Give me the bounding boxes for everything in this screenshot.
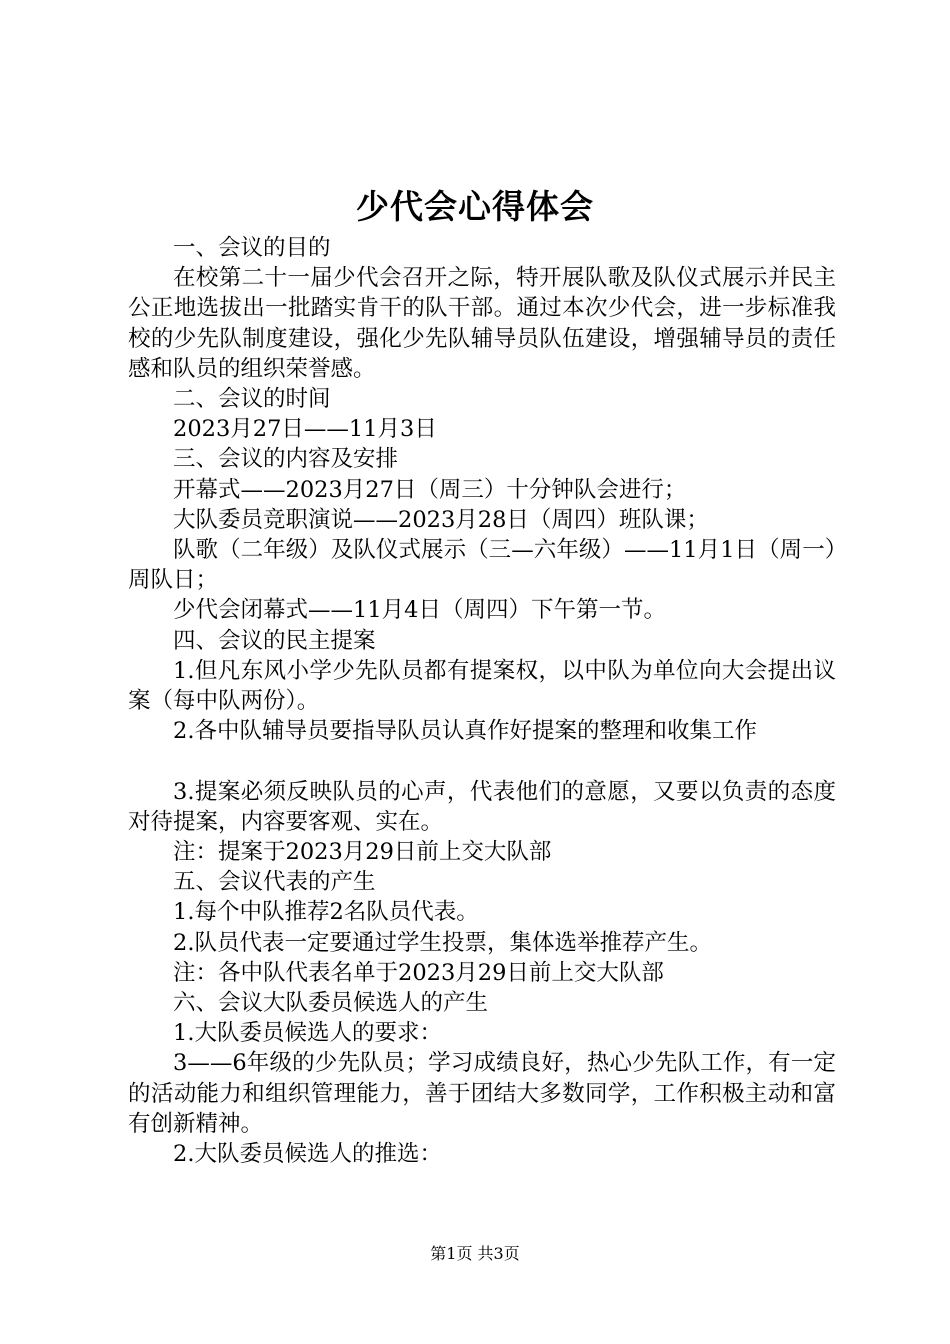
paragraph-proposal-2: 2.各中队辅导员要指导队员认真作好提案的整理和收集工作 (173, 718, 757, 745)
paragraph-delegates-1: 1.每个中队推荐2名队员代表。 (173, 899, 479, 926)
paragraph-candidates-requirements: 3——6年级的少先队员；学习成绩良好，热心少先队工作，有一定的活动能力和组织管理能力，善于团结大多数同学，工作积极主动和富有创新精神。 (128, 1050, 836, 1137)
paragraph-proposal-note: 注：提案于2023月29日前上交大队部 (173, 839, 552, 866)
paragraph-opening: 开幕式——2023月27日（周三）十分钟队会进行； (173, 476, 687, 503)
paragraph-candidates-1: 1.大队委员候选人的要求： (173, 1020, 442, 1047)
paragraph-delegates-note: 注：各中队代表名单于2023月29日前上交大队部 (173, 959, 664, 986)
paragraph-proposal-1: 1.但凡东风小学少先队员都有提案权，以中队为单位向大会提出议案（每中队两份）。 (128, 657, 836, 715)
section-heading-proposal: 四、会议的民主提案 (173, 627, 376, 654)
paragraph-purpose: 在校第二十一届少代会召开之际，特开展队歌及队仪式展示并民主公正地选拔出一批踏实肯干的队干部。通过本次少代会，进一步标准我校的少先队制度建设，强化少先队辅导员队伍建设，增强辅导员的责任感和队员的组织荣誉感。 (128, 265, 836, 382)
blank-line (128, 746, 836, 776)
paragraph-time: 2023月27日——11月3日 (173, 416, 437, 443)
section-heading-candidates: 六、会议大队委员候选人的产生 (173, 990, 489, 1017)
paragraph-candidates-2: 2.大队委员候选人的推选： (173, 1141, 442, 1168)
paragraph-closing: 少代会闭幕式——11月4日（周四）下午第一节。 (173, 597, 666, 624)
section-heading-delegates: 五、会议代表的产生 (173, 869, 376, 896)
section-heading-purpose: 一、会议的目的 (173, 235, 331, 261)
document-body (128, 233, 836, 1169)
section-heading-content: 三、会议的内容及安排 (173, 446, 399, 473)
document-title: 少代会心得体会 (356, 187, 594, 226)
paragraph-song: 队歌（二年级）及队仪式展示（三—六年级）——11月1日（周一）周队日； (128, 537, 836, 594)
paragraph-speech: 大队委员竞职演说——2023月28日（周四）班队课； (173, 506, 709, 533)
paragraph-delegates-2: 2.队员代表一定要通过学生投票，集体选举推荐产生。 (173, 929, 712, 956)
paragraph-proposal-3: 3.提案必须反映队员的心声，代表他们的意愿，又要以负责的态度对待提案，内容要客观、实在。 (128, 778, 836, 835)
section-heading-time: 二、会议的时间 (173, 386, 331, 413)
page-footer: 第1页 共3页 (430, 1244, 520, 1263)
